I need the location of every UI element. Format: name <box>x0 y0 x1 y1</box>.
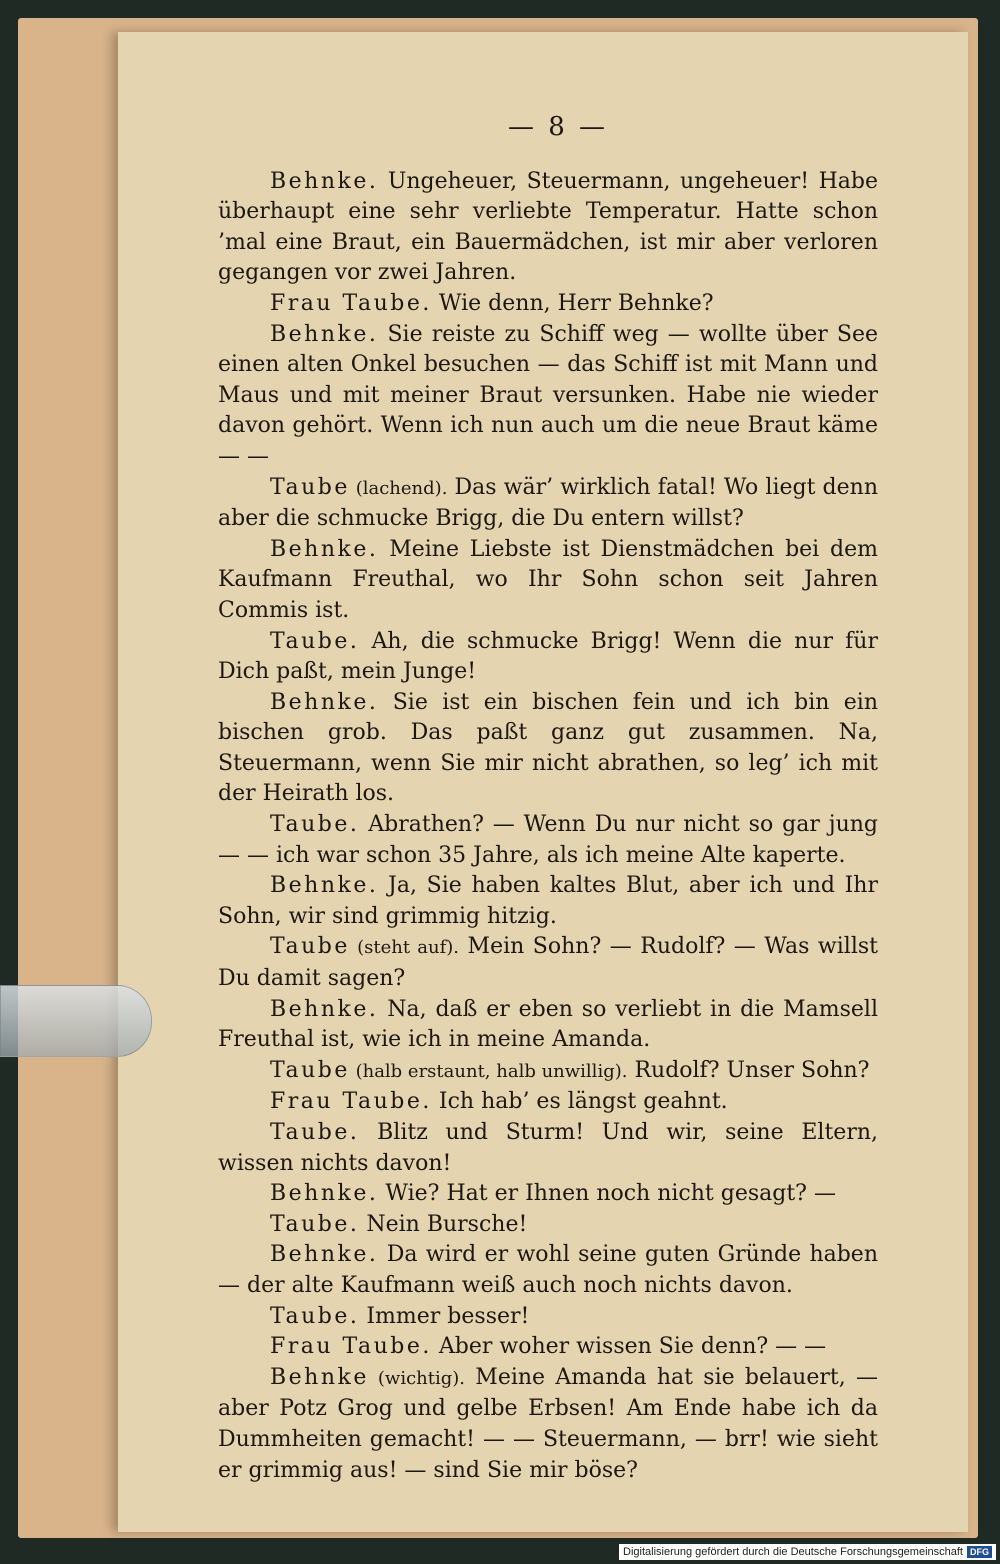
dialogue-text: Meine Amanda hat sie belauert, — aber Potz Grog und gelbe Erbsen! Am Ende habe ich da Dummheiten gemacht! — — Steuermann, — brr! wie sieht er grimmig aus! — sind Sie mir böse? <box>218 1364 878 1483</box>
dialogue-text: Das wär’ wirklich fatal! Wo liegt denn aber die schmucke Brigg, die Du entern willst? <box>218 474 878 532</box>
stage-direction: (wichtig). <box>368 1367 466 1389</box>
dialogue-paragraph <box>218 1087 878 1118</box>
speaker-name: Taube <box>270 1057 350 1083</box>
dialogue-text: Abrathen? — Wenn Du nur nicht so gar jung — — ich war schon 35 Jahre, als ich meine Alte kaperte. <box>218 812 878 868</box>
speaker-name: Behnke. <box>270 689 379 715</box>
dialogue-paragraph <box>218 871 878 932</box>
dialogue-text: Immer besser! <box>359 1303 530 1329</box>
dialogue-text: Da wird er wohl seine guten Gründe haben — der alte Kaufmann weiß auch noch nichts davon. <box>218 1242 878 1298</box>
dialogue-paragraph <box>218 1056 878 1088</box>
dialogue-paragraph <box>218 995 878 1056</box>
stage-direction: (steht auf). <box>349 937 460 959</box>
speaker-name: Taube <box>270 934 350 960</box>
stage-direction: (lachend). <box>349 477 448 499</box>
dialogue-paragraph <box>218 167 878 289</box>
dialogue-text: Wie? Hat er Ihnen noch nicht gesagt? — <box>378 1181 836 1207</box>
stage-direction: (halb erstaunt, halb unwillig). <box>349 1060 628 1082</box>
speaker-name: Taube. <box>270 812 360 838</box>
book-page <box>118 32 968 1532</box>
footer-text: Digitalisierung gefördert durch die Deutsche Forschungsgemeinschaft <box>623 1546 963 1558</box>
dialogue-text: Sie reiste zu Schiff weg — wollte über See einen alten Onkel besuchen — das Schiff ist mit Mann und Maus und mit meiner Braut versunken. Habe nie wieder davon gehört. Wenn ich nun auch um die neue Braut käme — — <box>218 321 878 469</box>
dialogue-paragraph <box>218 1210 878 1241</box>
speaker-name: Behnke. <box>270 1242 379 1268</box>
dialogue-text: Mein Sohn? — Rudolf? — Was willst Du damit sagen? <box>218 934 878 992</box>
dialogue-paragraph <box>218 473 878 535</box>
dialogue-paragraph <box>218 1302 878 1333</box>
speaker-name: Behnke. <box>270 168 379 194</box>
dialogue-text: Ich hab’ es längst geahnt. <box>431 1089 728 1115</box>
speaker-name: Frau Taube. <box>270 1334 432 1360</box>
dialogue-text: Ah, die schmucke Brigg! Wenn die nur für Dich paßt, mein Junge! <box>218 628 878 685</box>
dialogue-paragraph <box>218 627 878 688</box>
dialogue-paragraph <box>218 1118 878 1179</box>
speaker-name: Behnke. <box>270 321 379 347</box>
dialogue-paragraph <box>218 1240 878 1301</box>
dialogue-text: Ungeheuer, Steuermann, ungeheuer! Habe überhaupt eine sehr verliebte Temperatur. Hatte schon ’mal eine Braut, ein Bauermädchen, ist mir aber verloren gegangen vor zwei Jahren. <box>218 168 878 286</box>
dialogue-text: Ja, Sie haben kaltes Blut, aber ich und Ihr Sohn, wir sind grimmig hitzig. <box>218 873 878 929</box>
dialogue-text: Wie denn, Herr Behnke? <box>431 290 714 316</box>
dialogue-paragraph <box>218 535 878 627</box>
dialogue-paragraph <box>218 320 878 473</box>
speaker-name: Taube. <box>270 1211 360 1237</box>
dialogue-paragraph <box>218 289 878 320</box>
page-text-block <box>218 112 878 1486</box>
dialogue-paragraph <box>218 1363 878 1486</box>
dialogue-text: Sie ist ein bischen fein und ich bin ein bischen grob. Das paßt ganz gut zusammen. Na, Steuermann, wenn Sie mir nicht abrathen, so leg’ ich mit der Heirath los. <box>218 689 878 807</box>
dialogue-paragraph <box>218 810 878 871</box>
dialogue-text: Nein Bursche! <box>359 1211 528 1237</box>
dialogue-text: Rudolf? Unser Sohn? <box>627 1057 870 1083</box>
speaker-name: Frau Taube. <box>270 1089 432 1115</box>
page-number: — 8 — <box>507 112 609 142</box>
speaker-name: Taube. <box>270 628 360 654</box>
speaker-name: Behnke. <box>270 1181 379 1207</box>
dialogue-paragraph <box>218 932 878 994</box>
glass-page-clip <box>0 985 152 1057</box>
speaker-name: Taube. <box>270 1120 360 1145</box>
dialogue-text: Na, daß er eben so verliebt in die Mamsell Freuthal ist, wie ich in meine Amanda. <box>218 996 878 1053</box>
dialogue-paragraph <box>218 1179 878 1210</box>
dialogue-text: Aber woher wissen Sie denn? — — <box>431 1334 827 1360</box>
dialogue-paragraph <box>218 1332 878 1363</box>
speaker-name: Behnke. <box>270 536 379 562</box>
dialogue-text: Blitz und Sturm! Und wir, seine Eltern, wissen nichts davon! <box>218 1120 878 1176</box>
digitization-footer <box>619 1544 996 1560</box>
dfg-logo: DFG <box>967 1546 992 1558</box>
speaker-name: Behnke <box>270 1364 369 1390</box>
speaker-name: Frau Taube. <box>270 290 432 316</box>
speaker-name: Taube <box>270 474 350 500</box>
dialogue-text: Meine Liebste ist Dienstmädchen bei dem Kaufmann Freuthal, wo Ihr Sohn schon seit Jahren Commis ist. <box>218 536 878 623</box>
dialogue-list <box>218 167 878 1487</box>
speaker-name: Behnke. <box>270 996 379 1022</box>
dialogue-paragraph <box>218 688 878 810</box>
speaker-name: Behnke. <box>270 873 379 899</box>
speaker-name: Taube. <box>270 1303 360 1329</box>
